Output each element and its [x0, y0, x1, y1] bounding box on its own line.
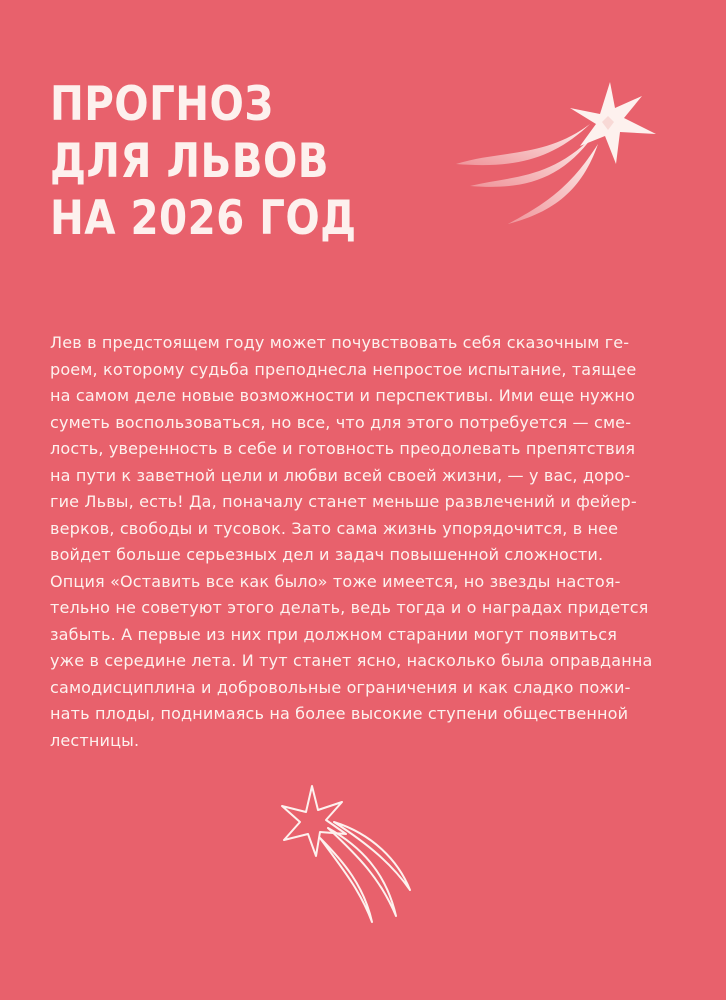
text-line: гие Львы, есть! Да, поначалу станет меньше развлечений и фейер- — [50, 492, 637, 511]
title-line-3: НА 2026 ГОД — [50, 191, 357, 246]
text-line: на самом деле новые возможности и перспективы. Ими еще нужно — [50, 386, 635, 405]
text-line: тельно не советуют этого делать, ведь тогда и о наградах придется — [50, 598, 649, 617]
text-line: суметь воспользоваться, но все, что для этого потребуется — сме- — [50, 412, 632, 432]
shooting-star-icon — [450, 78, 670, 238]
text-line: лестницы. — [50, 730, 140, 750]
title-line-2: ДЛЯ ЛЬВОВ — [50, 134, 330, 189]
text-line: лость, уверенность в себе и готовность преодолевать препятствия — [50, 439, 636, 458]
text-line: на пути к заветной цели и любви всей своей жизни, — у вас, доро- — [50, 465, 631, 485]
text-line: роем, которому судьба преподнесла непростое испытание, таящее — [50, 359, 637, 379]
text-line: самодисциплина и добровольные ограничения и как сладко пожи- — [50, 677, 631, 697]
title-line-1: ПРОГНОЗ — [50, 77, 274, 132]
text-line: Опция «Оставить все как было» тоже имеется, но звезды настоя- — [50, 571, 621, 591]
text-line: Лев в предстоящем году может почувствовать себя сказочным ге- — [50, 333, 630, 352]
text-line: уже в середине лета. И тут станет ясно, насколько была оправданна — [50, 651, 653, 670]
text-line: забыть. А первые из них при должном старании могут появиться — [50, 624, 618, 644]
page-title — [50, 76, 357, 247]
text-line: войдет больше серьезных дел и задач повышенной сложности. — [50, 545, 604, 564]
text-line: верков, свободы и тусовок. Зато сама жизнь упорядочится, в нее — [50, 518, 619, 538]
forecast-text — [50, 330, 680, 754]
text-line: нать плоды, поднимаясь на более высокие ступени общественной — [50, 704, 629, 723]
shooting-star-outline-icon — [268, 776, 418, 926]
